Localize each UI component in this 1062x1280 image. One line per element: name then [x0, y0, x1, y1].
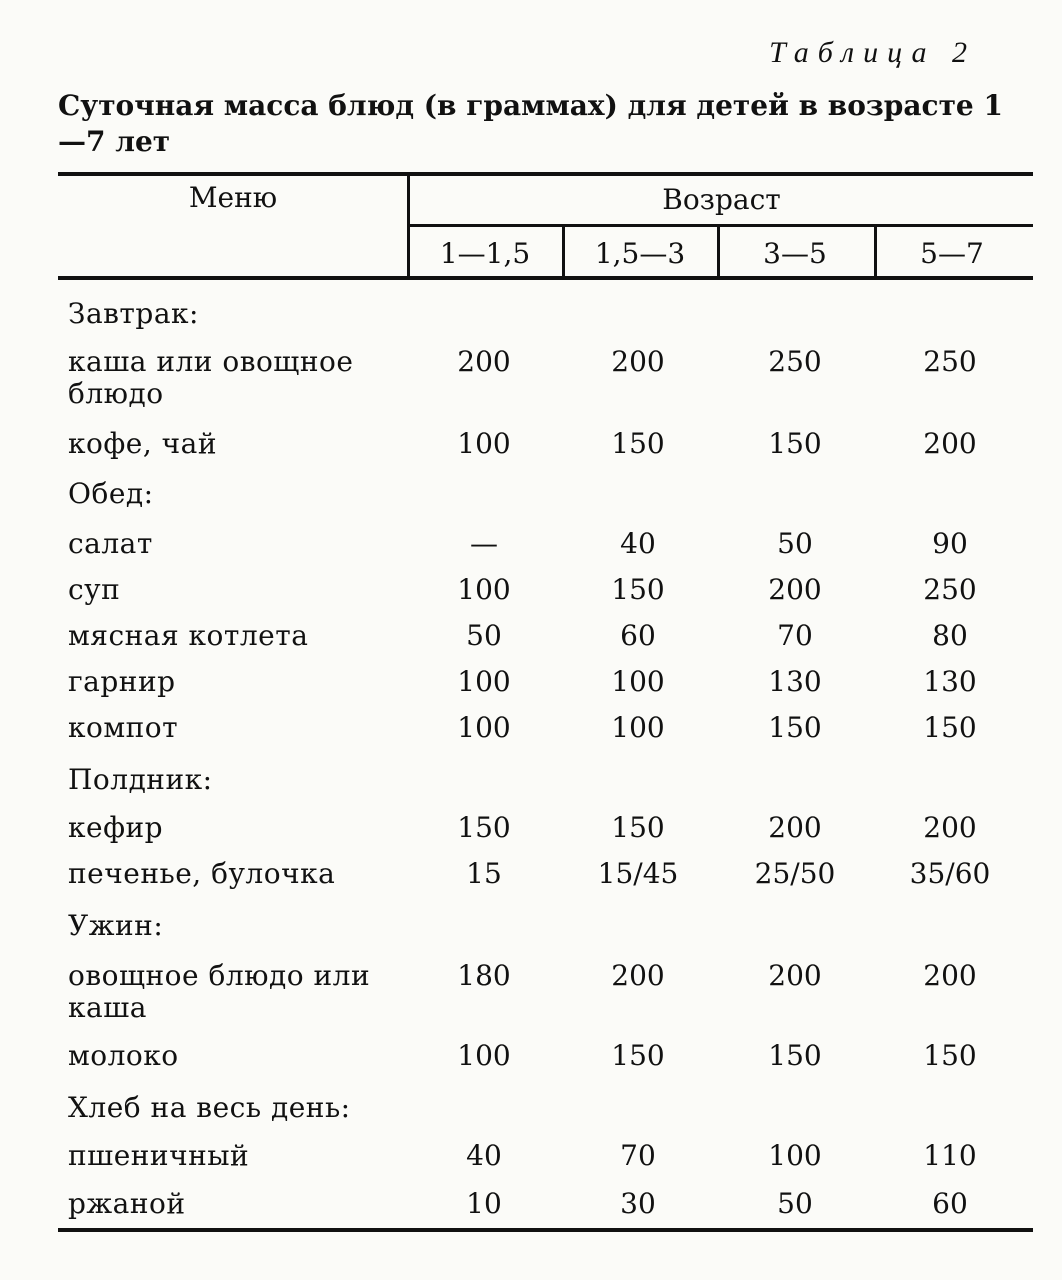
dish-name: молоко	[68, 1039, 179, 1072]
value-cell: 25/50	[754, 857, 836, 890]
value-cell: 200	[923, 959, 977, 992]
value-cell: 90	[932, 527, 968, 560]
value-cell: 150	[611, 1039, 665, 1072]
dish-name: компот	[68, 711, 179, 744]
value-cell: 200	[923, 811, 977, 844]
dish-name: печенье, булочка	[68, 857, 336, 890]
value-cell: 70	[777, 619, 813, 652]
bottom-rule	[58, 1228, 1033, 1232]
value-cell: 60	[932, 1187, 968, 1220]
value-cell: 35/60	[909, 857, 991, 890]
value-cell: 10	[466, 1187, 502, 1220]
value-cell: 100	[457, 573, 511, 606]
value-cell: 40	[620, 527, 656, 560]
value-cell: 150	[611, 573, 665, 606]
value-cell: 70	[620, 1139, 656, 1172]
value-cell: 100	[457, 711, 511, 744]
value-cell: 50	[777, 1187, 813, 1220]
value-cell: 30	[620, 1187, 656, 1220]
value-cell: 15/45	[597, 857, 679, 890]
dish-name: кефир	[68, 811, 164, 844]
value-cell: 200	[457, 345, 511, 378]
value-cell: 150	[611, 811, 665, 844]
value-cell: 200	[923, 427, 977, 460]
value-cell: 130	[768, 665, 822, 698]
value-cell: 100	[457, 665, 511, 698]
dish-name: пшеничный	[68, 1139, 250, 1172]
value-cell: 100	[457, 1039, 511, 1072]
value-cell: 100	[768, 1139, 822, 1172]
age-header-rule	[408, 224, 1033, 227]
top-rule	[58, 172, 1033, 176]
value-cell: 15	[466, 857, 502, 890]
value-cell: 200	[611, 345, 665, 378]
section-heading: Обед:	[68, 477, 154, 510]
section-heading: Завтрак:	[68, 297, 199, 330]
value-cell: 100	[457, 427, 511, 460]
value-cell: 200	[768, 573, 822, 606]
value-cell: 150	[768, 711, 822, 744]
dish-name: каша или овощное блюдо	[68, 345, 354, 410]
header-bottom-rule	[58, 276, 1033, 280]
value-cell: 100	[611, 665, 665, 698]
age-group-3: 3—5	[763, 237, 827, 270]
value-cell: 80	[932, 619, 968, 652]
value-cell: 60	[620, 619, 656, 652]
menu-column-header: Меню	[188, 181, 278, 214]
dish-name: мясная котлета	[68, 619, 309, 652]
age-group-1: 1—1,5	[439, 237, 531, 270]
dish-name: кофе, чай	[68, 427, 218, 460]
value-cell: 110	[923, 1139, 977, 1172]
value-cell: 180	[457, 959, 511, 992]
value-cell: 250	[923, 345, 977, 378]
value-cell: 150	[923, 1039, 977, 1072]
dish-name: суп	[68, 573, 121, 606]
value-cell: 150	[768, 1039, 822, 1072]
section-heading: Полдник:	[68, 763, 213, 796]
value-cell: 150	[457, 811, 511, 844]
dish-name: ржаной	[68, 1187, 186, 1220]
value-cell: 250	[768, 345, 822, 378]
age-group-2: 1,5—3	[594, 237, 686, 270]
value-cell: 200	[768, 959, 822, 992]
table-number-label: Таблица 2	[769, 36, 976, 69]
value-cell: —	[470, 527, 498, 560]
value-cell: 150	[611, 427, 665, 460]
age-group-4: 5—7	[920, 237, 984, 270]
value-cell: 150	[768, 427, 822, 460]
dish-name: гарнир	[68, 665, 176, 698]
value-cell: 200	[611, 959, 665, 992]
section-heading: Ужин:	[68, 909, 164, 942]
value-cell: 130	[923, 665, 977, 698]
value-cell: 40	[466, 1139, 502, 1172]
value-cell: 250	[923, 573, 977, 606]
value-cell: 150	[923, 711, 977, 744]
value-cell: 100	[611, 711, 665, 744]
dish-name: овощное блюдо или каша	[68, 959, 371, 1024]
table-title: Суточная масса блюд (в граммах) для детей в возрасте 1—7 лет	[58, 89, 1003, 158]
section-heading: Хлеб на весь день:	[68, 1091, 351, 1124]
dish-name: салат	[68, 527, 153, 560]
value-cell: 200	[768, 811, 822, 844]
value-cell: 50	[777, 527, 813, 560]
value-cell: 50	[466, 619, 502, 652]
age-column-header: Возраст	[662, 183, 781, 216]
